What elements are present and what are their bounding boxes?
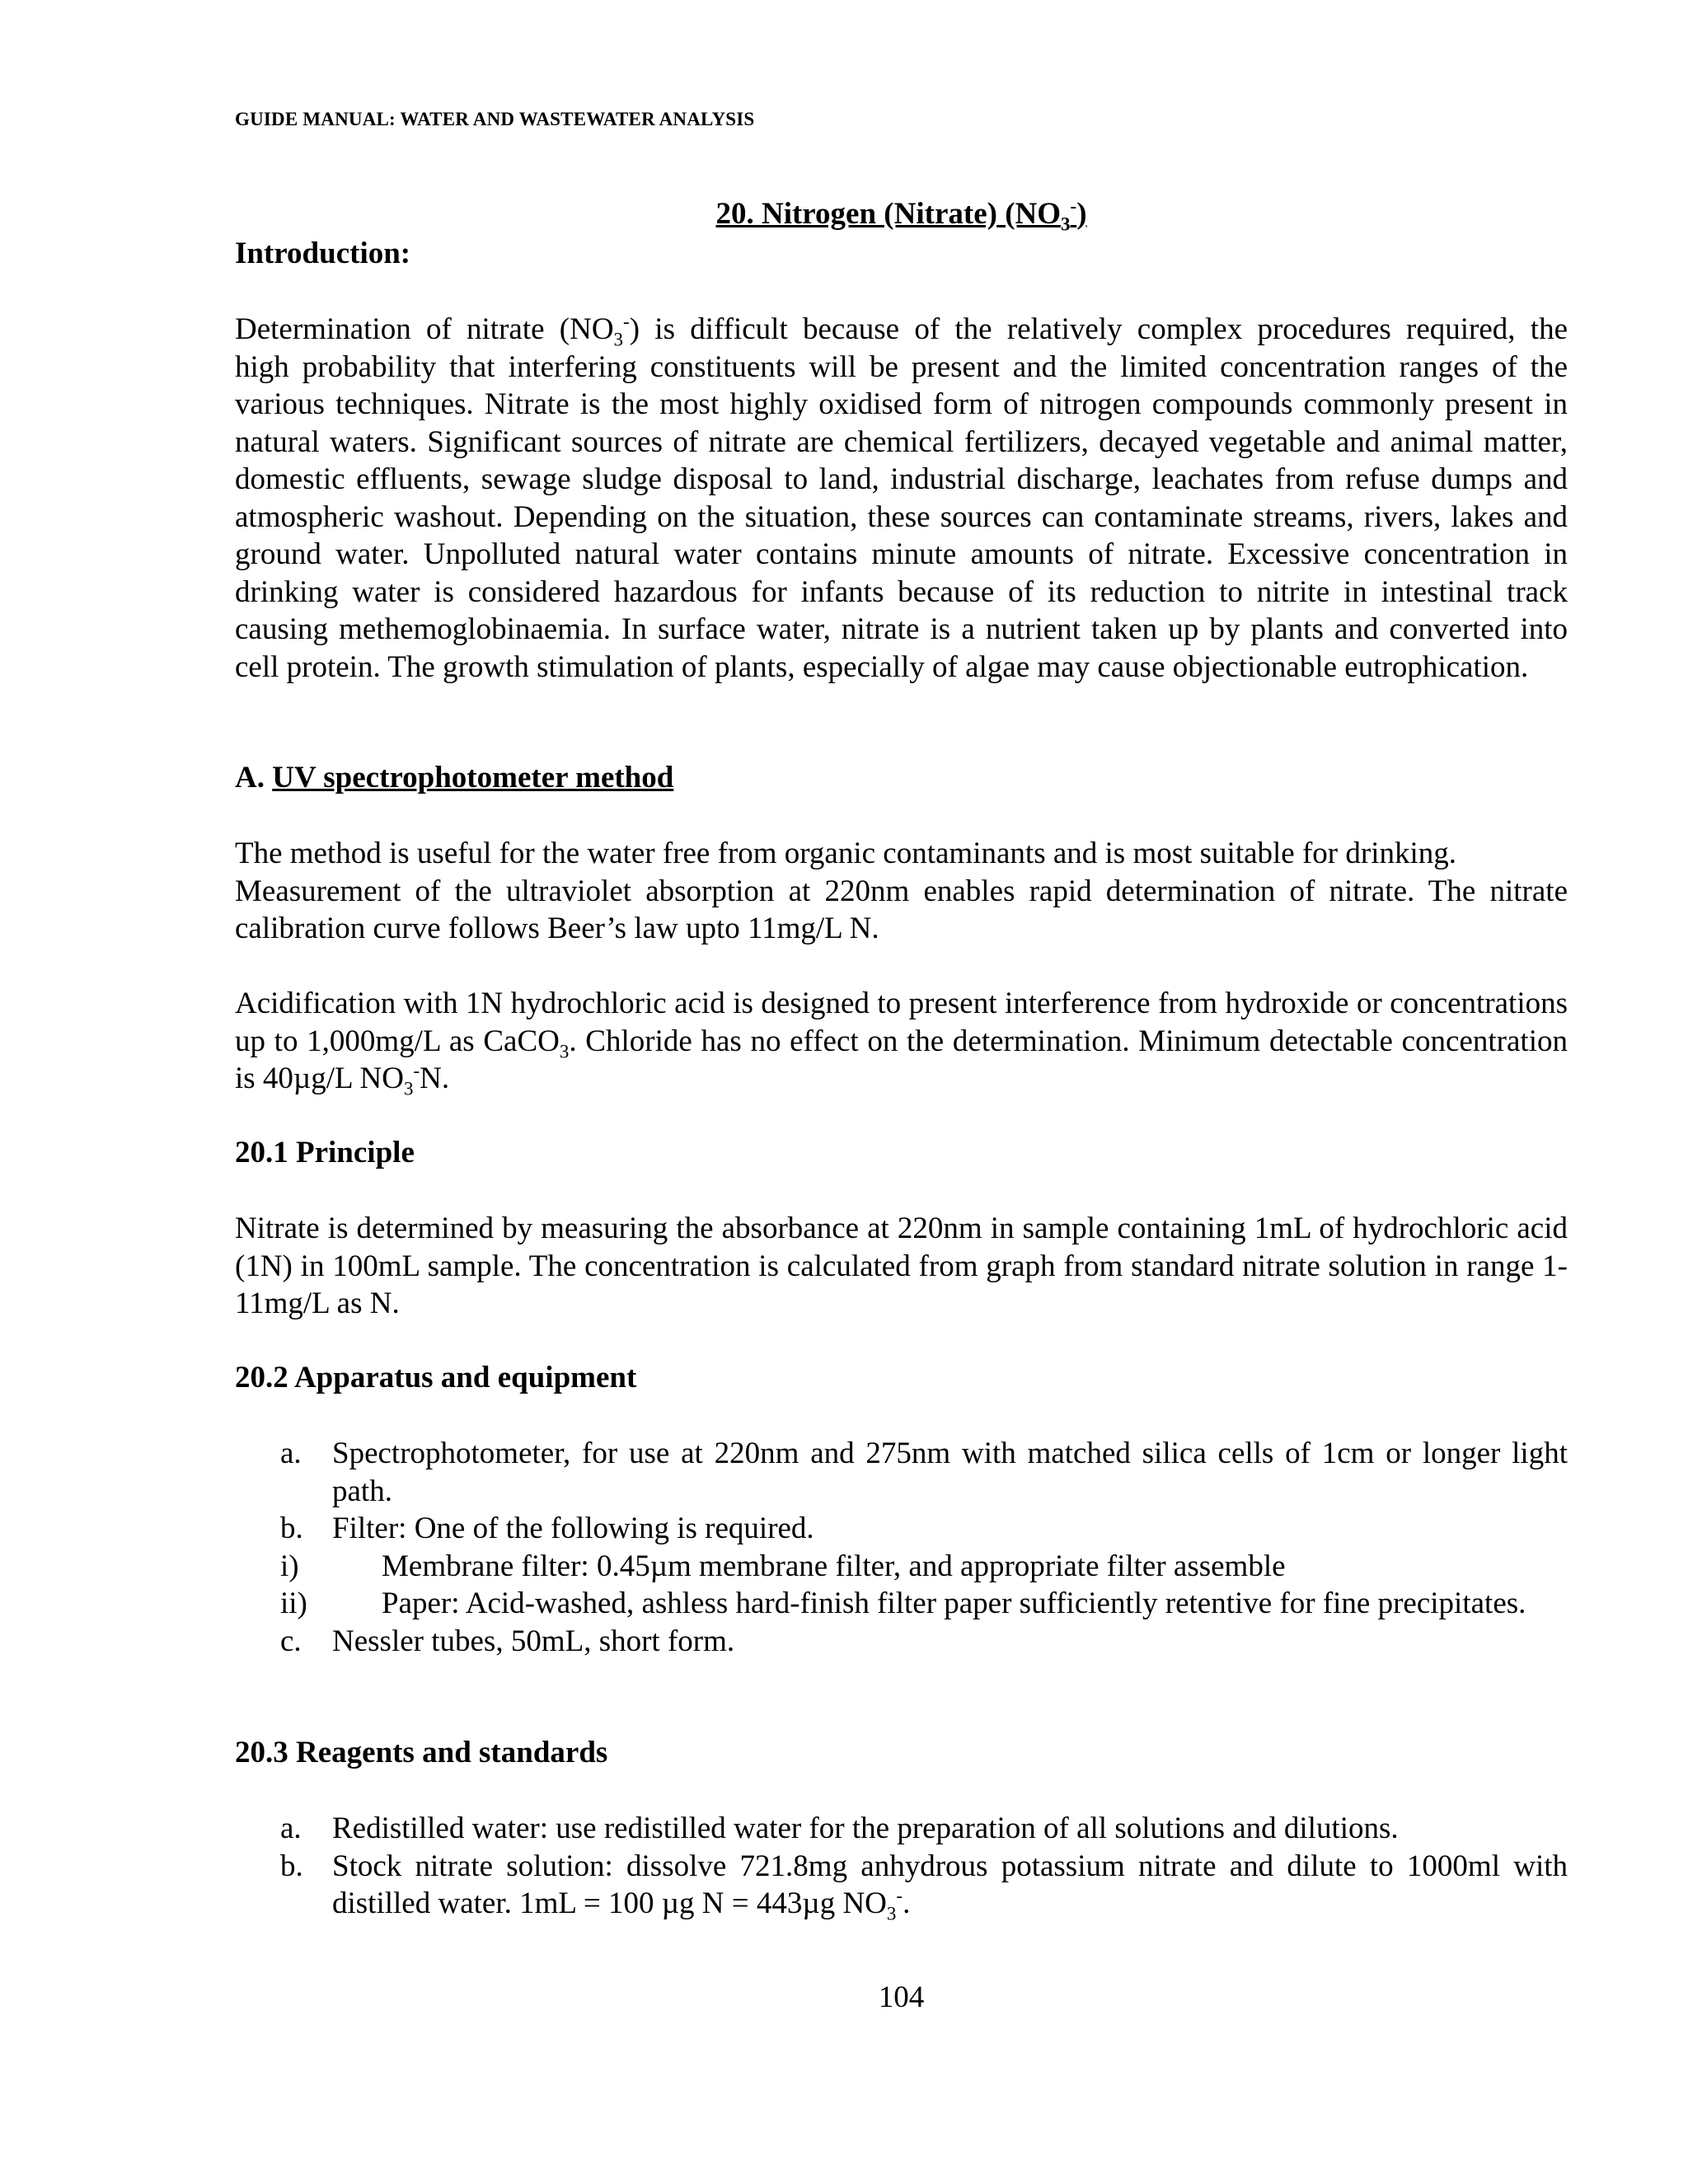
introduction-paragraph: Determination of nitrate $(NO_3^-)$ is difficult because of the relatively complex procedures required, the high probability that interfering constituents will be present and the limited concentration ranges of the various techniques. Nitrate is the most highly oxidised form of nitrogen compounds commonly present in natural waters. Significant sources of nitrate are chemical fertilizers, decayed vegetable and animal matter, domestic effluents, sewage sludge disposal to land, industrial discharge, leachates from refuse dumps and atmospheric washout. Depending on the situation, these sources can contaminate streams, rivers, lakes and ground water. Unpolluted natural water contains minute amounts of nitrate. Excessive concentration in drinking water is considered hazardous for infants because of its reduction to nitrite in intestinal track causing methemoglobinaemia. In surface water, nitrate is a nutrient taken up by plants and converted into cell protein. The growth stimulation of plants, especially of algae may cause objectionable eutrophication. bbox=[235, 311, 1568, 684]
list-item: i) Membrane filter: 0.45µm membrane filter, and appropriate filter assemble bbox=[280, 1549, 1286, 1583]
list-item: c. Nessler tubes, 50mL, short form. bbox=[280, 1624, 735, 1658]
reagents-heading: 20.3 Reagents and standards bbox=[235, 1736, 608, 1769]
apparatus-heading: 20.2 Apparatus and equipment bbox=[235, 1361, 637, 1394]
list-item: b. Filter: One of the following is required. bbox=[280, 1511, 814, 1545]
list-item: a. Redistilled water: use redistilled water for the preparation of all solutions and dilutions. bbox=[280, 1811, 1399, 1845]
section-a-heading: A. UV spectrophotometer method bbox=[235, 761, 674, 794]
list-item: a. Spectrophotometer, for use at 220nm and 275nm with matched silica cells of 1cm or longer light path. bbox=[280, 1436, 1568, 1508]
section-a-paragraph-1: The method is useful for the water free from organic contaminants and is most suitable for drinking. Measurement of the ultraviolet absorption at 220nm enables rapid determination of nitrate. The nitrate calibration curve follows Beer’s law upto 11mg/L N. bbox=[235, 837, 1568, 945]
running-header: GUIDE MANUAL: WATER AND WASTEWATER ANALYSIS bbox=[235, 109, 755, 129]
page-number: 104 bbox=[878, 1980, 925, 2014]
reagents-list bbox=[235, 1810, 1568, 1923]
apparatus-list bbox=[235, 1435, 1568, 1660]
chapter-title: 20. Nitrogen (Nitrate) $(NO_3^-)$ bbox=[715, 195, 1087, 235]
introduction-first-line: Determination of nitrate $(NO_3^-)$ is difficult because of the relatively complex procedures required, the bbox=[235, 311, 1568, 350]
principle-paragraph: Nitrate is determined by measuring the absorbance at 220nm in sample containing 1mL of hydrochloric acid (1N) in 100mL sample. The concentration is calculated from graph from standard nitrate solution in range 1-11mg/L as N. bbox=[235, 1212, 1568, 1320]
document-page bbox=[235, 0, 1568, 2184]
introduction-heading: Introduction: bbox=[235, 237, 411, 270]
principle-heading: 20.1 Principle bbox=[235, 1136, 415, 1169]
list-item: b. Stock nitrate solution: dissolve 721.8mg anhydrous potassium nitrate and dilute to 1000ml with distilled water. 1mL = 100 µg N = 443µg $NO_3^-$. bbox=[280, 1849, 1568, 1924]
list-item: ii) Paper: Acid-washed, ashless hard-finish filter paper sufficiently retentive for fine precipitates. bbox=[280, 1586, 1526, 1620]
section-a-paragraph-2: Acidification with 1N hydrochloric acid is designed to present interference from hydroxide or concentrations up to 1,000mg/L as CaCO$_3$. Chloride has no effect on the determination. Minimum detectable concentration is 40µg/L $NO_3^-N$. bbox=[235, 987, 1568, 1099]
